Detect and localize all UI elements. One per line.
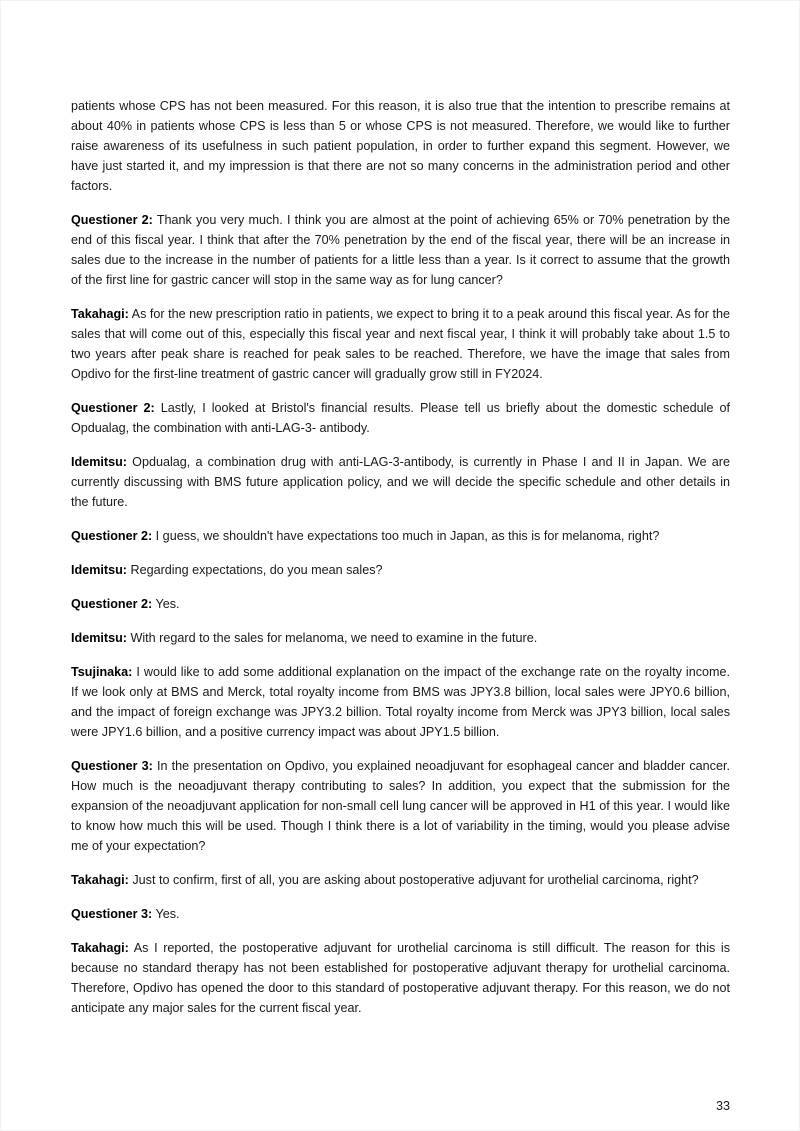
paragraph [71, 96, 730, 196]
paragraph [71, 756, 730, 856]
paragraph-text: Yes. [152, 907, 180, 921]
speaker-label: Questioner 3: [71, 907, 153, 921]
speaker-label: Idemitsu: [71, 563, 127, 577]
paragraph-text: Opdualag, a combination drug with anti-LAG-3-antibody, is currently in Phase I and II in Japan. We are currently discussing with BMS future application policy, and we will decide the specific schedule and other details in the future. [71, 455, 730, 509]
paragraph [71, 904, 730, 924]
paragraph [71, 628, 730, 648]
paragraph [71, 452, 730, 512]
speaker-label: Takahagi: [71, 307, 129, 321]
speaker-label: Takahagi: [71, 873, 129, 887]
paragraph [71, 870, 730, 890]
paragraph-text: I guess, we shouldn't have expectations too much in Japan, as this is for melanoma, right? [152, 529, 660, 543]
paragraph-text: Lastly, I looked at Bristol's financial results. Please tell us briefly about the domestic schedule of Opdualag, the combination with anti-LAG-3- antibody. [71, 401, 730, 435]
paragraph-text: patients whose CPS has not been measured. For this reason, it is also true that the intention to prescribe remains at about 40% in patients whose CPS is less than 5 or whose CPS is not measured. Therefore, we would like to further raise awareness of its usefulness in such patient population, in order to further expand this segment. However, we have just started it, and my impression is that there are not so many concerns in the administration period and other factors. [71, 99, 730, 193]
paragraph [71, 938, 730, 1018]
speaker-label: Questioner 2: [71, 529, 153, 543]
paragraph [71, 398, 730, 438]
page-number: 33 [715, 1099, 730, 1113]
paragraph-text: Yes. [152, 597, 180, 611]
speaker-label: Questioner 3: [71, 759, 153, 773]
paragraph [71, 662, 730, 742]
paragraph-text: In the presentation on Opdivo, you explained neoadjuvant for esophageal cancer and bladder cancer. How much is the neoadjuvant therapy contributing to sales? In addition, you expect that the submission for the expansion of the neoadjuvant application for non-small cell lung cancer will be approved in H1 of this year. I would like to know how much this will be used. Though I think there is a lot of variability in the timing, would you please advise me of your expectation? [71, 759, 730, 853]
speaker-label: Questioner 2: [71, 401, 155, 415]
paragraph-text: Thank you very much. I think you are almost at the point of achieving 65% or 70% penetration by the end of this fiscal year. I think that after the 70% penetration by the end of the fiscal year, there will be an increase in sales due to the increase in the number of patients for a little less than a year. Is it correct to assume that the growth of the first line for gastric cancer will stop in the same way as for lung cancer? [71, 213, 730, 287]
paragraph [71, 304, 730, 384]
paragraph [71, 210, 730, 290]
paragraph [71, 594, 730, 614]
paragraph [71, 560, 730, 580]
speaker-label: Takahagi: [71, 941, 129, 955]
document-body [71, 96, 730, 1018]
paragraph-text: Regarding expectations, do you mean sales? [126, 563, 383, 577]
paragraph-text: Just to confirm, first of all, you are asking about postoperative adjuvant for urothelial carcinoma, right? [128, 873, 699, 887]
paragraph-text: With regard to the sales for melanoma, we need to examine in the future. [126, 631, 538, 645]
speaker-label: Idemitsu: [71, 631, 127, 645]
paragraph [71, 526, 730, 546]
speaker-label: Questioner 2: [71, 213, 153, 227]
speaker-label: Tsujinaka: [71, 665, 133, 679]
speaker-label: Idemitsu: [71, 455, 127, 469]
paragraph-text: I would like to add some additional explanation on the impact of the exchange rate on the royalty income. If we look only at BMS and Merck, total royalty income from BMS was JPY3.8 billion, local sales were JPY0.6 billion, and the impact of foreign exchange was JPY3.2 billion. Total royalty income from Merck was JPY3 billion, local sales were JPY1.6 billion, and a positive currency impact was about JPY1.5 billion. [71, 665, 730, 739]
paragraph-text: As I reported, the postoperative adjuvant for urothelial carcinoma is still difficult. The reason for this is because no standard therapy has not been established for postoperative adjuvant therapy for urothelial carcinoma. Therefore, Opdivo has opened the door to this standard of postoperative adjuvant therapy. For this reason, we do not anticipate any major sales for the current fiscal year. [71, 941, 730, 1015]
speaker-label: Questioner 2: [71, 597, 153, 611]
paragraph-text: As for the new prescription ratio in patients, we expect to bring it to a peak around this fiscal year. As for the sales that will come out of this, especially this fiscal year and next fiscal year, I think it will probably take about 1.5 to two years after peak share is reached for peak sales to be reached. Therefore, we have the image that sales from Opdivo for the first-line treatment of gastric cancer will gradually grow still in FY2024. [71, 307, 730, 381]
